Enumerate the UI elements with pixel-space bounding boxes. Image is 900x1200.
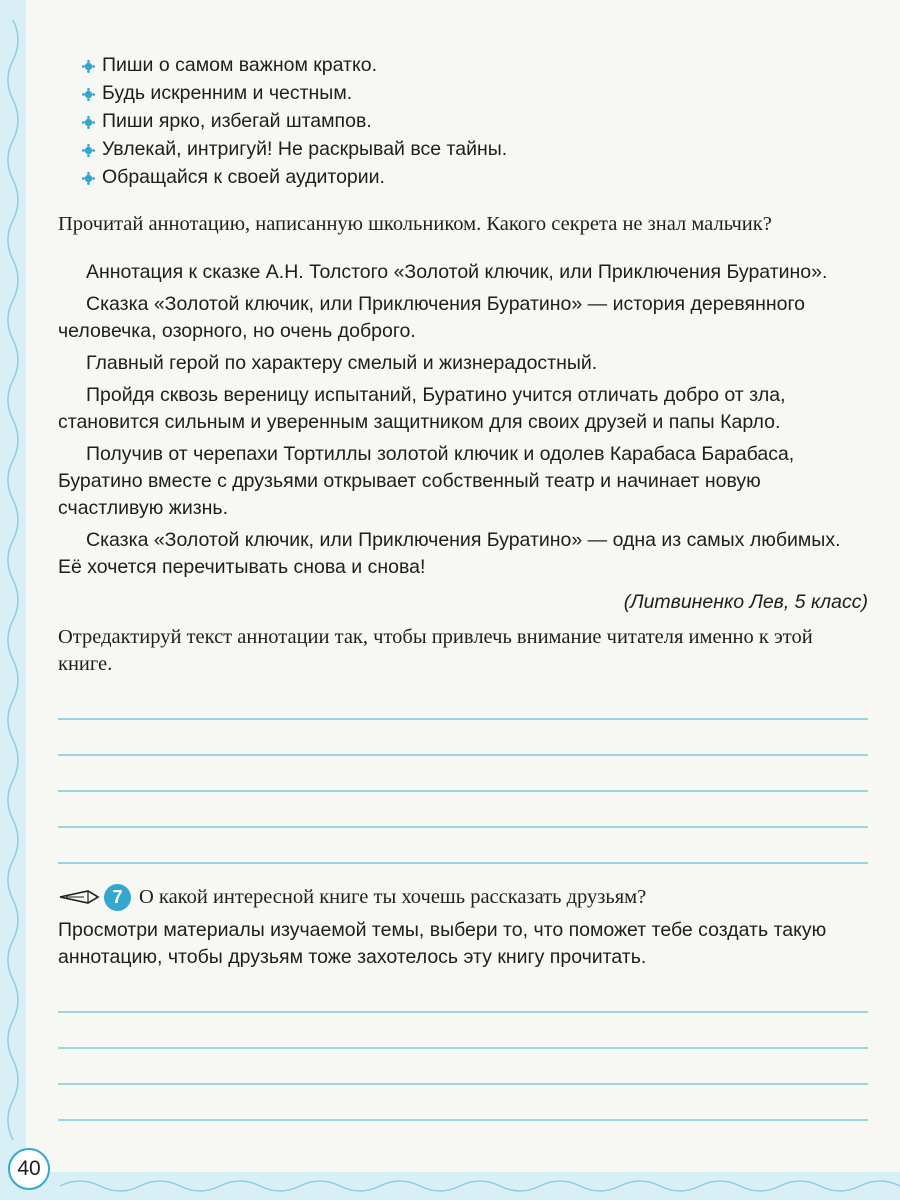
list-item-text: Пиши о самом важном кратко. <box>102 54 377 76</box>
page-content <box>58 52 868 1121</box>
list-item <box>82 52 868 79</box>
page-number: 40 <box>8 1148 50 1190</box>
list-item-text: Обращайся к своей аудитории. <box>102 166 385 188</box>
list-item-text: Будь искренним и честным. <box>102 82 353 104</box>
answer-line[interactable] <box>58 1049 868 1085</box>
answer-lines-edit[interactable] <box>58 684 868 864</box>
ornament-dot-icon <box>82 172 95 185</box>
ornament-dot-icon <box>82 116 95 129</box>
annotation-paragraph: Аннотация к сказке А.Н. Толстого «Золотой ключик, или Приключения Буратино». <box>86 260 828 283</box>
ornament-dot-icon <box>82 144 95 157</box>
answer-line[interactable] <box>58 792 868 828</box>
task-edit-instruction: Отредактируй текст аннотации так, чтобы привлечь внимание читателя именно к этой книге. <box>58 625 813 675</box>
task-read-instruction: Прочитай аннотацию, написанную школьником. Какого секрета не знал мальчик? <box>58 213 772 235</box>
annotation-paragraph: Получив от черепахи Тортиллы золотой ключик и одолев Карабаса Барабаса, Буратино вместе с друзьями открывает собственный театр и начинает новую счастливую жизнь. <box>58 442 795 519</box>
list-item <box>82 108 868 135</box>
answer-lines-task7[interactable] <box>58 977 868 1121</box>
answer-line[interactable] <box>58 828 868 864</box>
annotation-paragraph: Сказка «Золотой ключик, или Приключения Буратино» — одна из самых любимых. Её хочется перечитывать снова и снова! <box>58 528 841 578</box>
annotation-paragraph: Главный герой по характеру смелый и жизнерадостный. <box>86 351 598 374</box>
list-item-text: Увлекай, интригуй! Не раскрывай все тайны. <box>102 138 508 160</box>
annotation-author: (Литвиненко Лев, 5 класс) <box>623 590 868 613</box>
task-number-badge: 7 <box>104 884 131 911</box>
answer-line[interactable] <box>58 756 868 792</box>
answer-line[interactable] <box>58 1085 868 1121</box>
pen-icon <box>58 886 100 908</box>
ornament-dot-icon <box>82 60 95 73</box>
list-item <box>82 136 868 163</box>
ornament-dot-icon <box>82 88 95 101</box>
list-item <box>82 164 868 191</box>
task7-header <box>58 884 868 911</box>
answer-line[interactable] <box>58 684 868 720</box>
answer-line[interactable] <box>58 720 868 756</box>
answer-line[interactable] <box>58 1013 868 1049</box>
list-item-text: Пиши ярко, избегай штампов. <box>102 110 372 132</box>
annotation-paragraph: Пройдя сквозь вереницу испытаний, Буратино учится отличать добро от зла, становится сильным и уверенным защитником для своих друзей и папы Карло. <box>58 383 786 433</box>
task7-text: Просмотри материалы изучаемой темы, выбери то, что поможет тебе создать такую аннотацию, чтобы друзьям тоже захотелось эту книгу прочитать. <box>58 918 827 968</box>
answer-line[interactable] <box>58 977 868 1013</box>
task7-title: О какой интересной книге ты хочешь рассказать друзьям? <box>139 885 647 908</box>
student-annotation <box>58 259 868 581</box>
list-item <box>82 80 868 107</box>
tips-list <box>82 52 868 191</box>
annotation-paragraph: Сказка «Золотой ключик, или Приключения Буратино» — история деревянного человечка, озорного, но очень доброго. <box>58 292 806 342</box>
